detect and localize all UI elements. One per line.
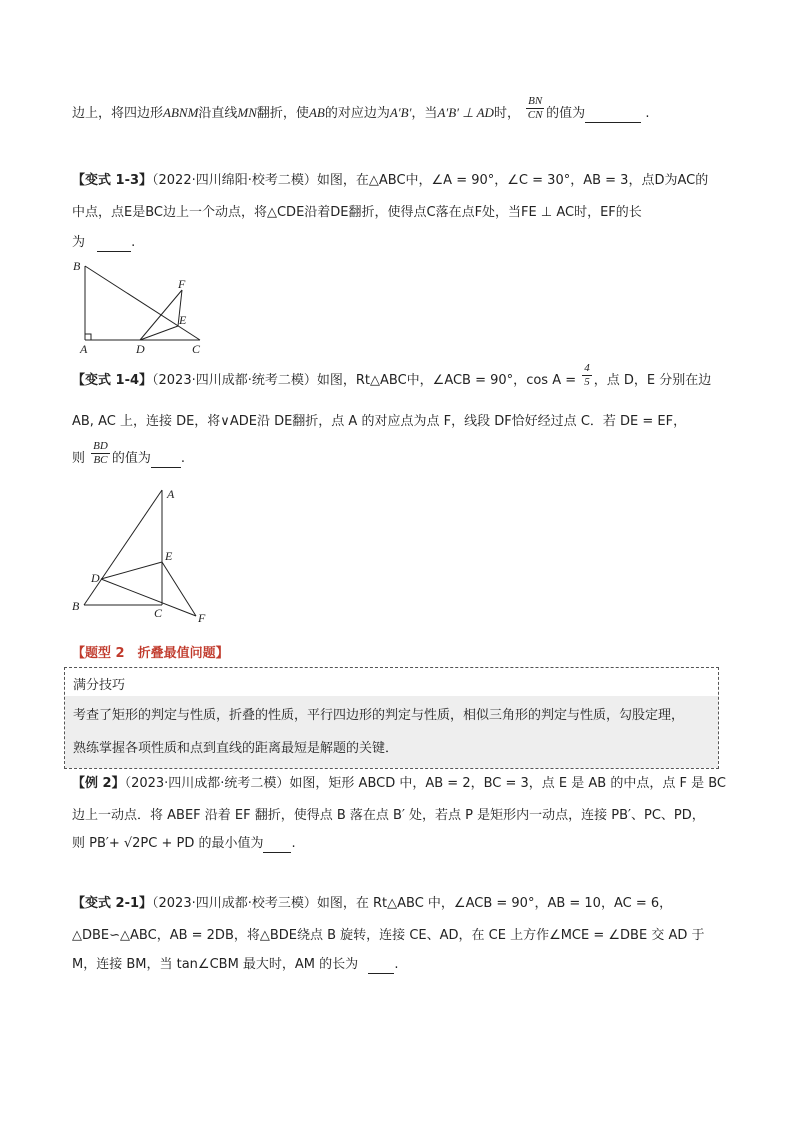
p0-mn: MN bbox=[237, 105, 257, 120]
tip-line2: 熟练掌握各项性质和点到直线的距离最短是解题的关键． bbox=[73, 741, 399, 756]
p0-frac-den: CN bbox=[527, 109, 543, 121]
v14-frac-num: 4 bbox=[584, 362, 590, 374]
v13-line1 bbox=[72, 172, 708, 190]
v14-label-c: C bbox=[154, 606, 163, 620]
v13-label-b: B bbox=[73, 259, 81, 273]
p0-quad: ABNM bbox=[163, 105, 199, 120]
v13-answer-blank[interactable] bbox=[97, 239, 131, 252]
v13-line3 bbox=[72, 234, 135, 252]
ex2-text1: （2023·四川成都·统考二模）如图，矩形 ABCD 中，AB = 2，BC = 3，点 E 是 AB 的中点，点 F 是 BC bbox=[124, 776, 726, 791]
p0-text-c: 翻折，使 bbox=[256, 106, 309, 121]
v21-text2: △DBE∽△ABC，AB = 2DB，将△BDE绕点 B 旋转，连接 CE、AD，在 CE 上方作∠MCE = ∠DBE 交 AD 于 bbox=[72, 928, 705, 943]
tip-box bbox=[64, 667, 719, 769]
v14-label-e: E bbox=[165, 549, 173, 563]
v21-text3: M，连接 BM，当 tan∠CBM 最大时，AM 的长为 bbox=[72, 957, 359, 972]
p0-answer-blank[interactable] bbox=[585, 110, 641, 123]
v13-label-c: C bbox=[192, 342, 201, 356]
ex2-answer-blank[interactable] bbox=[263, 840, 291, 853]
v21-line1 bbox=[72, 895, 672, 913]
v14-tag: 【变式 1-4】 bbox=[72, 373, 153, 388]
v14-figure bbox=[66, 484, 216, 624]
p0-text-b: 沿直线 bbox=[198, 106, 238, 121]
v14-text2: AB, AC 上，连接 DE，将∨ADE沿 DE翻折，点 A 的对应点为点 F，线段 DF恰好经过点 C．若 DE = EF， bbox=[72, 414, 687, 429]
v21-line2 bbox=[72, 927, 704, 945]
v14-end: . bbox=[180, 451, 185, 466]
tip-heading: 满分技巧 bbox=[73, 678, 126, 693]
v13-label-f: F bbox=[178, 277, 186, 291]
v14-line3 bbox=[72, 440, 185, 468]
p0-fraction bbox=[526, 95, 544, 122]
v14-frac2-den: BC bbox=[93, 454, 108, 466]
p0-text-d: 的对应边为 bbox=[324, 106, 390, 121]
v21-tag: 【变式 2-1】 bbox=[72, 896, 153, 911]
v14-fraction2 bbox=[91, 440, 110, 467]
v13-tag: 【变式 1-3】 bbox=[72, 173, 153, 188]
v13-text3: 为 bbox=[72, 235, 86, 250]
v14-fraction bbox=[582, 362, 592, 389]
p0-ab: AB bbox=[308, 105, 325, 120]
ex2-line3 bbox=[72, 835, 296, 853]
ex2-tag: 【例 2】 bbox=[72, 776, 125, 791]
v14-frac2-num: BD bbox=[93, 440, 108, 452]
tip-body bbox=[65, 696, 718, 768]
topic2-title: 【题型 2 折叠最值问题】 bbox=[72, 646, 229, 661]
v14-text1b: ，点 D，E 分别在边 bbox=[593, 373, 712, 388]
p0-line1 bbox=[72, 95, 650, 123]
v14-line1 bbox=[72, 362, 712, 390]
v14-text3a: 则 bbox=[72, 451, 86, 466]
p0-text-f: 时， bbox=[493, 106, 520, 121]
p0-end: . bbox=[645, 106, 650, 121]
v21-line3 bbox=[72, 956, 398, 974]
ex2-line1 bbox=[72, 775, 726, 793]
v14-answer-blank[interactable] bbox=[151, 455, 181, 468]
p0-ab-prime: A′B′ bbox=[389, 105, 412, 120]
ex2-text2: 边上一动点．将 ABEF 沿着 EF 翻折，使得点 B 落在点 B′ 处，若点 P 是矩形内一动点，连接 PB′、PC、PD， bbox=[72, 808, 705, 823]
v14-label-a: A bbox=[167, 487, 175, 501]
v14-text3b: 的值为 bbox=[111, 451, 151, 466]
v13-line2 bbox=[72, 204, 642, 222]
p0-cond: A′B′ ⊥ AD bbox=[437, 105, 494, 120]
v14-cos: cos A = bbox=[526, 373, 577, 388]
v14-label-d: D bbox=[91, 571, 100, 585]
v14-label-b: B bbox=[72, 599, 80, 613]
v13-end: . bbox=[131, 235, 136, 250]
v13-figure bbox=[70, 258, 220, 358]
ex2-text3: 则 PB′+ √2PC + PD 的最小值为 bbox=[72, 836, 264, 851]
v13-label-e: E bbox=[179, 313, 187, 327]
v13-label-a: A bbox=[80, 342, 88, 356]
ex2-line2 bbox=[72, 807, 705, 825]
v21-text1: 如图，在 Rt△ABC 中，∠ACB = 90°，AB = 10，AC = 6， bbox=[316, 896, 673, 911]
v13-label-d: D bbox=[136, 342, 145, 356]
v14-seg-ef bbox=[162, 562, 196, 616]
p0-frac-num: BN bbox=[528, 95, 543, 107]
v13-right-angle-mark bbox=[85, 334, 91, 340]
v14-text1a: 如图，Rt△ABC中，∠ACB = 90°， bbox=[316, 373, 527, 388]
p0-text-e: ，当 bbox=[411, 106, 438, 121]
p0-text-g: 的值为 bbox=[546, 106, 586, 121]
tip-line1: 考查了矩形的判定与性质，折叠的性质，平行四边形的判定与性质，相似三角形的判定与性质，勾股定理， bbox=[73, 708, 685, 723]
v14-label-f: F bbox=[198, 611, 206, 624]
v13-text1: 如图，在△ABC中，∠A = 90°，∠C = 30°，AB = 3，点D为AC的 bbox=[316, 173, 709, 188]
v13-source: （2022·四川绵阳·校考二模） bbox=[152, 173, 317, 188]
v21-answer-blank[interactable] bbox=[368, 961, 394, 974]
v14-line2 bbox=[72, 413, 686, 431]
v13-text2: 中点，点E是BC边上一个动点，将△CDE沿着DE翻折，使得点C落在点F处，当FE ⊥ AC时，EF的长 bbox=[72, 205, 642, 220]
v14-seg-df bbox=[101, 579, 196, 616]
v14-frac-den: 5 bbox=[584, 376, 590, 388]
v21-source: （2023·四川成都·校考三模） bbox=[152, 896, 317, 911]
p0-text-a: 边上，将四边形 bbox=[72, 106, 164, 121]
ex2-end: . bbox=[291, 836, 296, 851]
v14-source: （2023·四川成都·统考二模） bbox=[152, 373, 317, 388]
v21-end: . bbox=[394, 957, 399, 972]
v14-seg-de bbox=[101, 562, 162, 579]
